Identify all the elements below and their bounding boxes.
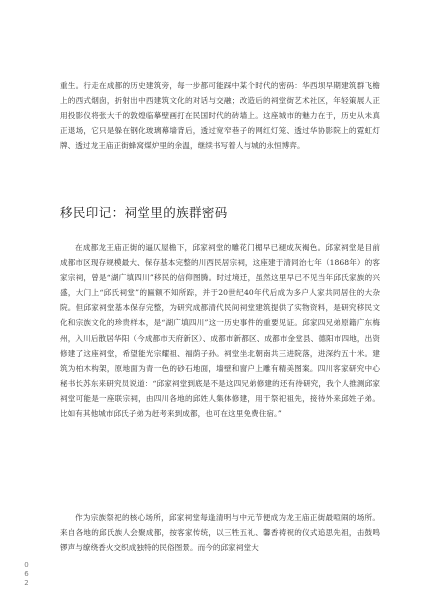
- page-number: 0 6 2: [24, 561, 29, 587]
- section-title: 移民印记：祠堂里的族群密码: [60, 205, 228, 220]
- intro-paragraph: 重生。行走在成都的历史建筑旁，每一步都可能踩中某个时代的密码：华西坝早期建筑群飞檐上的西式烟囱，折射出中西建筑文化的对话与交融；改造后的祠堂街艺术社区，年轻策展人正用投影仪将张大千的敦煌临摹壁画打在民国时代的砖墙上。这座城市的魅力在于，历史从未真正退场，它只是躲在钢化玻璃幕墙背后，透过宽窄巷子的网红灯笼、透过华协影院上的霓虹灯牌、透过龙王庙正街蜂窝煤炉里的余温，继续书写着人与城的永恒博弈。: [60, 81, 380, 151]
- body-paragraph-1: 在成都龙王庙正街的逼仄屋檐下，邱家祠堂的雕花门楣早已褪成灰褐色。邱家祠堂是目前成都市区现存规模最大、保存基本完整的川西民居宗祠，这座建于清同治七年（1868年）的客家宗祠，曾是“湖广填四川”移民的信仰图腾。时过境迁，虽然这里早已不见当年邱氏家族的兴盛，大门上“邱氏祠堂”的匾额不知所踪，并于20世纪40年代后成为多户人家共同居住的大杂院。但邱家祠堂基本保存完整，为研究成都清代民间祠堂建筑提供了实物资料，是研究移民文化和宗族文化的珍贵样本，是“湖广填四川”这一历史事件的重要见证。邱家四兄弟原籍广东梅州，入川后散居华阳（今成都市天府新区）、成都市新都区、成都市金堂县、德阳市四地，出资修建了这座祠堂，希望能光宗耀祖、福荫子孙。祠堂坐北朝南共三进院落，进深约五十米。建筑为柏木构架，原地面为青一色的砂石地面，墙壁和窗户上雕有精美图案。四川客家研究中心秘书长苏东来研究员说道：“邱家祠堂到底是不是这四兄弟修建的还有待研究，我个人推测邱家祠堂可能是一座联宗祠，由四川各地的邱姓人集体修建，用于祭祀祖先，接待外来邱姓子弟。比如有其他城市邱氏子弟为赶考来到成都，也可在这里免费住宿。”: [60, 243, 380, 419]
- body-paragraph-2: 作为宗族祭祀的核心场所，邱家祠堂每逢清明与中元节便成为龙王庙正街最喧闹的场所。来自各地的邱氏族人会聚成都，按客家传统，以三牲五礼、馨香祷祝的仪式追思先祖，击鼓鸣锣声与缭绕香火交织成独特的民俗图景。而今的邱家祠堂大: [60, 513, 380, 553]
